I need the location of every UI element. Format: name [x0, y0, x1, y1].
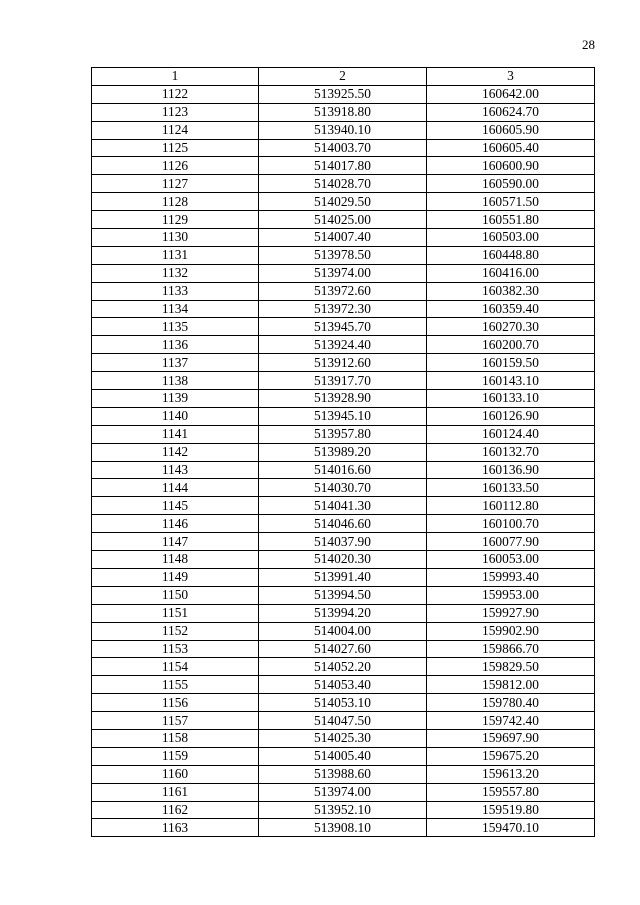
table-row [92, 586, 595, 604]
x-coordinate-cell: 514029.50 [259, 193, 427, 211]
y-coordinate-cell: 160359.40 [427, 300, 595, 318]
table-row [92, 640, 595, 658]
y-coordinate-cell: 160136.90 [427, 461, 595, 479]
x-coordinate-cell: 514041.30 [259, 497, 427, 515]
y-coordinate-cell: 160112.80 [427, 497, 595, 515]
point-number-cell: 1153 [92, 640, 259, 658]
table-row [92, 461, 595, 479]
point-number-cell: 1139 [92, 390, 259, 408]
point-number-cell: 1132 [92, 264, 259, 282]
y-coordinate-cell: 160124.40 [427, 425, 595, 443]
y-coordinate-cell: 159519.80 [427, 801, 595, 819]
point-number-cell: 1150 [92, 586, 259, 604]
y-coordinate-cell: 160448.80 [427, 246, 595, 264]
x-coordinate-cell: 513952.10 [259, 801, 427, 819]
table-row [92, 747, 595, 765]
x-coordinate-cell: 514025.30 [259, 729, 427, 747]
x-coordinate-cell: 514016.60 [259, 461, 427, 479]
x-coordinate-cell: 513925.50 [259, 85, 427, 103]
y-coordinate-cell: 160133.10 [427, 390, 595, 408]
x-coordinate-cell: 513924.40 [259, 336, 427, 354]
point-number-cell: 1124 [92, 121, 259, 139]
point-number-cell: 1145 [92, 497, 259, 515]
x-coordinate-cell: 513988.60 [259, 765, 427, 783]
y-coordinate-cell: 160143.10 [427, 372, 595, 390]
table-header-row [92, 68, 595, 86]
point-number-cell: 1137 [92, 354, 259, 372]
table-row [92, 372, 595, 390]
x-coordinate-cell: 514046.60 [259, 515, 427, 533]
table-row [92, 407, 595, 425]
table-row [92, 783, 595, 801]
point-number-cell: 1133 [92, 282, 259, 300]
point-number-cell: 1127 [92, 175, 259, 193]
point-number-cell: 1122 [92, 85, 259, 103]
x-coordinate-cell: 513972.60 [259, 282, 427, 300]
table-row [92, 282, 595, 300]
y-coordinate-cell: 160132.70 [427, 443, 595, 461]
table-row [92, 712, 595, 730]
y-coordinate-cell: 160571.50 [427, 193, 595, 211]
table-row [92, 300, 595, 318]
point-number-cell: 1144 [92, 479, 259, 497]
y-coordinate-cell: 159829.50 [427, 658, 595, 676]
point-number-cell: 1129 [92, 211, 259, 229]
y-coordinate-cell: 160600.90 [427, 157, 595, 175]
y-coordinate-cell: 159953.00 [427, 586, 595, 604]
point-number-cell: 1140 [92, 407, 259, 425]
x-coordinate-cell: 513908.10 [259, 819, 427, 837]
y-coordinate-cell: 160605.90 [427, 121, 595, 139]
table-row [92, 354, 595, 372]
x-coordinate-cell: 514007.40 [259, 229, 427, 247]
table-row [92, 694, 595, 712]
x-coordinate-cell: 514052.20 [259, 658, 427, 676]
x-coordinate-cell: 513974.00 [259, 264, 427, 282]
x-coordinate-cell: 514027.60 [259, 640, 427, 658]
table-row [92, 318, 595, 336]
table-row [92, 229, 595, 247]
x-coordinate-cell: 514017.80 [259, 157, 427, 175]
x-coordinate-cell: 513957.80 [259, 425, 427, 443]
y-coordinate-cell: 159470.10 [427, 819, 595, 837]
x-coordinate-cell: 513972.30 [259, 300, 427, 318]
y-coordinate-cell: 160382.30 [427, 282, 595, 300]
x-coordinate-cell: 513945.70 [259, 318, 427, 336]
point-number-cell: 1148 [92, 551, 259, 569]
y-coordinate-cell: 159557.80 [427, 783, 595, 801]
y-coordinate-cell: 160590.00 [427, 175, 595, 193]
y-coordinate-cell: 159927.90 [427, 604, 595, 622]
table-row [92, 246, 595, 264]
table-row [92, 425, 595, 443]
y-coordinate-cell: 160503.00 [427, 229, 595, 247]
y-coordinate-cell: 160133.50 [427, 479, 595, 497]
table-row [92, 264, 595, 282]
table-row [92, 157, 595, 175]
x-coordinate-cell: 513991.40 [259, 568, 427, 586]
table-row [92, 515, 595, 533]
point-number-cell: 1156 [92, 694, 259, 712]
point-number-cell: 1123 [92, 103, 259, 121]
point-number-cell: 1142 [92, 443, 259, 461]
y-coordinate-cell: 160126.90 [427, 407, 595, 425]
point-number-cell: 1160 [92, 765, 259, 783]
y-coordinate-cell: 159780.40 [427, 694, 595, 712]
table-row [92, 103, 595, 121]
x-coordinate-cell: 513928.90 [259, 390, 427, 408]
point-number-cell: 1146 [92, 515, 259, 533]
table-row [92, 658, 595, 676]
x-coordinate-cell: 513918.80 [259, 103, 427, 121]
table-row [92, 443, 595, 461]
point-number-cell: 1143 [92, 461, 259, 479]
table-row [92, 568, 595, 586]
column-header-3: 3 [427, 68, 595, 86]
table-row [92, 211, 595, 229]
table-row [92, 139, 595, 157]
y-coordinate-cell: 159613.20 [427, 765, 595, 783]
y-coordinate-cell: 160551.80 [427, 211, 595, 229]
y-coordinate-cell: 160605.40 [427, 139, 595, 157]
x-coordinate-cell: 514025.00 [259, 211, 427, 229]
point-number-cell: 1130 [92, 229, 259, 247]
table-body [92, 85, 595, 836]
coordinates-table [91, 67, 595, 837]
x-coordinate-cell: 514004.00 [259, 622, 427, 640]
point-number-cell: 1135 [92, 318, 259, 336]
y-coordinate-cell: 160159.50 [427, 354, 595, 372]
point-number-cell: 1136 [92, 336, 259, 354]
point-number-cell: 1151 [92, 604, 259, 622]
y-coordinate-cell: 159675.20 [427, 747, 595, 765]
table-row [92, 390, 595, 408]
table-row [92, 622, 595, 640]
x-coordinate-cell: 514053.40 [259, 676, 427, 694]
point-number-cell: 1141 [92, 425, 259, 443]
point-number-cell: 1159 [92, 747, 259, 765]
point-number-cell: 1147 [92, 533, 259, 551]
column-header-2: 2 [259, 68, 427, 86]
table-row [92, 604, 595, 622]
x-coordinate-cell: 513994.50 [259, 586, 427, 604]
table-row [92, 765, 595, 783]
x-coordinate-cell: 514005.40 [259, 747, 427, 765]
table-row [92, 479, 595, 497]
point-number-cell: 1162 [92, 801, 259, 819]
table-row [92, 533, 595, 551]
x-coordinate-cell: 514053.10 [259, 694, 427, 712]
y-coordinate-cell: 160053.00 [427, 551, 595, 569]
x-coordinate-cell: 513978.50 [259, 246, 427, 264]
table-row [92, 175, 595, 193]
column-header-1: 1 [92, 68, 259, 86]
point-number-cell: 1158 [92, 729, 259, 747]
point-number-cell: 1125 [92, 139, 259, 157]
x-coordinate-cell: 514003.70 [259, 139, 427, 157]
x-coordinate-cell: 514020.30 [259, 551, 427, 569]
table-row [92, 121, 595, 139]
x-coordinate-cell: 513945.10 [259, 407, 427, 425]
point-number-cell: 1157 [92, 712, 259, 730]
x-coordinate-cell: 514047.50 [259, 712, 427, 730]
y-coordinate-cell: 159742.40 [427, 712, 595, 730]
y-coordinate-cell: 160077.90 [427, 533, 595, 551]
x-coordinate-cell: 513974.00 [259, 783, 427, 801]
table-row [92, 85, 595, 103]
point-number-cell: 1154 [92, 658, 259, 676]
table-row [92, 336, 595, 354]
y-coordinate-cell: 160270.30 [427, 318, 595, 336]
table-row [92, 801, 595, 819]
y-coordinate-cell: 160416.00 [427, 264, 595, 282]
point-number-cell: 1155 [92, 676, 259, 694]
page-number: 28 [582, 37, 595, 52]
point-number-cell: 1126 [92, 157, 259, 175]
y-coordinate-cell: 160624.70 [427, 103, 595, 121]
table-row [92, 193, 595, 211]
x-coordinate-cell: 513994.20 [259, 604, 427, 622]
x-coordinate-cell: 513912.60 [259, 354, 427, 372]
x-coordinate-cell: 513989.20 [259, 443, 427, 461]
x-coordinate-cell: 514028.70 [259, 175, 427, 193]
x-coordinate-cell: 514030.70 [259, 479, 427, 497]
table-row [92, 497, 595, 515]
y-coordinate-cell: 159993.40 [427, 568, 595, 586]
point-number-cell: 1163 [92, 819, 259, 837]
point-number-cell: 1161 [92, 783, 259, 801]
point-number-cell: 1152 [92, 622, 259, 640]
y-coordinate-cell: 159902.90 [427, 622, 595, 640]
x-coordinate-cell: 514037.90 [259, 533, 427, 551]
y-coordinate-cell: 159812.00 [427, 676, 595, 694]
table-row [92, 551, 595, 569]
table-row [92, 676, 595, 694]
y-coordinate-cell: 159866.70 [427, 640, 595, 658]
y-coordinate-cell: 160642.00 [427, 85, 595, 103]
y-coordinate-cell: 160200.70 [427, 336, 595, 354]
table-row [92, 819, 595, 837]
table-row [92, 729, 595, 747]
x-coordinate-cell: 513940.10 [259, 121, 427, 139]
point-number-cell: 1149 [92, 568, 259, 586]
point-number-cell: 1128 [92, 193, 259, 211]
point-number-cell: 1138 [92, 372, 259, 390]
y-coordinate-cell: 160100.70 [427, 515, 595, 533]
y-coordinate-cell: 159697.90 [427, 729, 595, 747]
point-number-cell: 1131 [92, 246, 259, 264]
point-number-cell: 1134 [92, 300, 259, 318]
x-coordinate-cell: 513917.70 [259, 372, 427, 390]
